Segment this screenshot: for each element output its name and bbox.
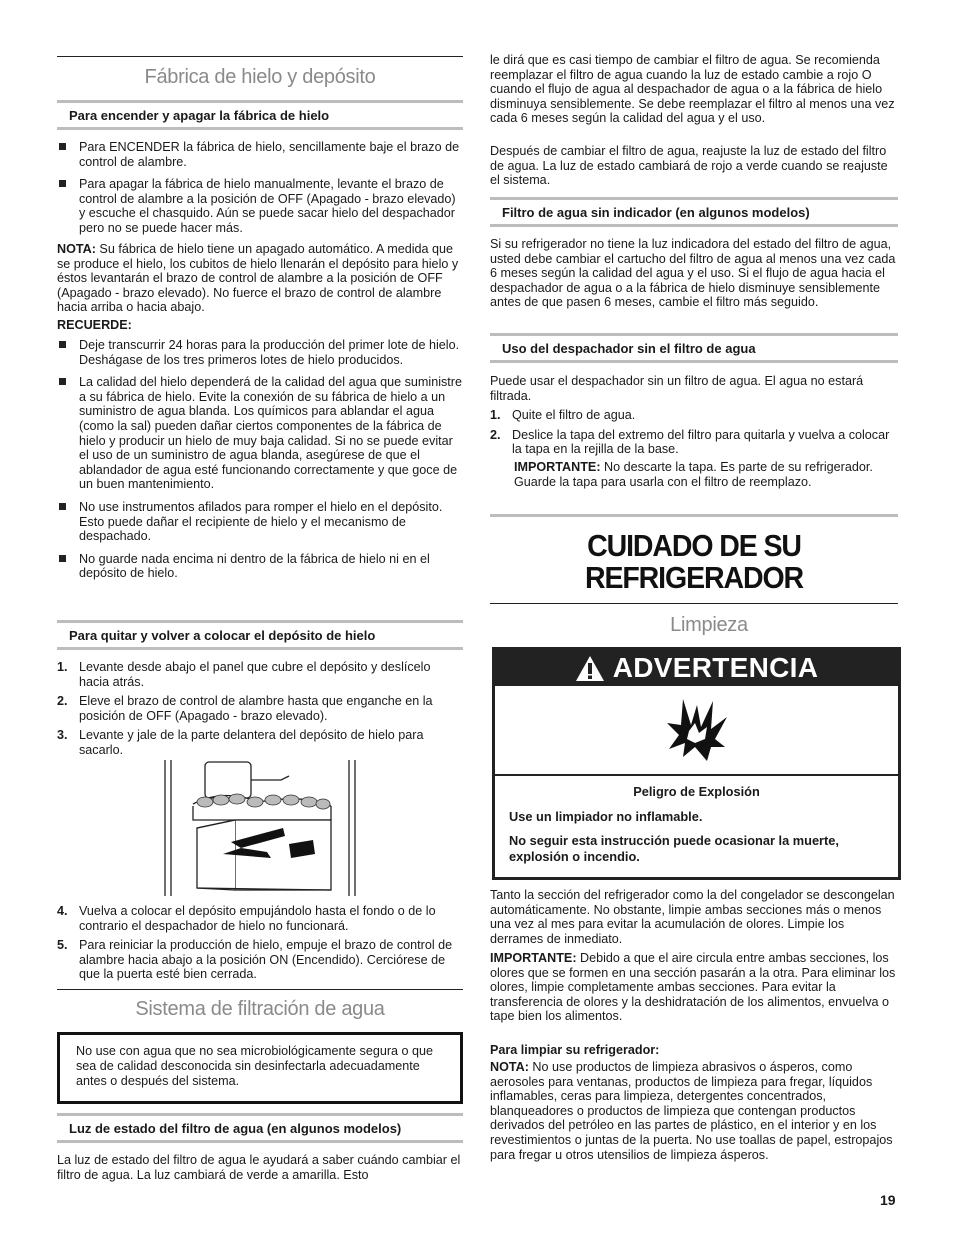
- remove-steps-list: [57, 660, 463, 758]
- list-item: 2. Deslice la tapa del extremo del filtro para quitarla y vuelva a colocar la tapa en la rejilla de la base.: [490, 427, 890, 457]
- importante-label: IMPORTANTE:: [514, 460, 601, 474]
- care-title: [506, 530, 881, 594]
- importante-text: No descarte la tapa. Es parte de su refrigerador. Guarde la tapa para usarla con el filtro de reemplazo.: [514, 460, 873, 489]
- onoff-subheading: Para encender y apagar la fábrica de hielo: [57, 100, 463, 130]
- no-filter-text: Puede usar el despachador sin un filtro de agua. El agua no estará filtrada.: [490, 374, 864, 403]
- list-item: Para ENCENDER la fábrica de hielo, sencillamente baje el brazo de control de alambre.: [57, 140, 463, 169]
- warning-heading: ADVERTENCIA: [612, 652, 819, 683]
- filter-section-title: Sistema de filtración de agua: [135, 998, 385, 1020]
- filter-warning-box: [57, 1032, 463, 1104]
- list-item: Deje transcurrir 24 horas para la producción del primer lote de hielo. Deshágase de los tres primeros lotes de hielo producidos.: [57, 338, 463, 367]
- no-indicator-subheading: Filtro de agua sin indicador (en algunos modelos): [490, 197, 898, 227]
- importante-2-text: Debido a que el aire circula entre ambas secciones, los olores que se formen en una sección pasarán a la otra. Para eliminar los olores, limpie completamente ambas secciones. Para evitar la transferencia de olores y la deshidratación de los alimentos, envuelva o tape bien los alimentos.: [490, 951, 896, 1024]
- importante-2-paragraph: [490, 951, 898, 1024]
- list-item: No use instrumentos afilados para romper el hielo en el depósito. Esto puede dañar el recipiente de hielo y el mecanismo de despachado.: [57, 500, 463, 544]
- care-title-line-2: REFRIGERADOR: [584, 560, 804, 595]
- recuerde-bullet-list: [57, 338, 463, 581]
- warning-hazard-title: Peligro de Explosión: [633, 784, 760, 799]
- list-item: 4. Vuelva a colocar el depósito empujándolo hasta el fondo o de lo contrario el despachador de hielo no funcionará.: [57, 904, 436, 933]
- status-light-subheading: Luz de estado del filtro de agua (en algunos modelos): [57, 1113, 463, 1143]
- list-item: 1. Levante desde abajo el panel que cubre el depósito y deslícelo hacia atrás.: [57, 660, 431, 689]
- list-item: Para apagar la fábrica de hielo manualmente, levante el brazo de control de alambre a la posición de OFF (Apagado - brazo elevado) y escuche el chasquido. Aún se puede sacar hielo del despachador pero no se puede hacer más.: [57, 177, 463, 235]
- warning-header: [495, 650, 898, 686]
- defrost-text: Tanto la sección del refrigerador como la del congelador se descongelan automáticamente. No obstante, limpie ambas secciones más o menos una vez al mes para evitar la acumulación de olores. Limpie los derrames de inmediato.: [490, 888, 895, 946]
- remove-bin-subheading: Para quitar y volver a colocar el depósito de hielo: [57, 620, 463, 650]
- cleaning-title: Limpieza: [670, 614, 748, 636]
- ice-section-title: Fábrica de hielo y depósito: [144, 66, 376, 88]
- nota-2-label: NOTA:: [490, 1060, 529, 1074]
- nota-paragraph: [57, 242, 463, 315]
- onoff-bullet-list: [57, 140, 463, 236]
- list-item: No guarde nada encima ni dentro de la fábrica de hielo ni en el depósito de hielo.: [57, 552, 463, 581]
- nota-2-text: No use productos de limpieza abrasivos o ásperos, como aerosoles para ventanas, productos de limpieza para fregar, líquidos inflamables, ceras para limpieza, detergentes concentrados, blanqueadores o productos de limpieza que contengan productos derivados del petróleo en las partes de plástico, en el interior y en los revestimientos o juntas de la puerta. No use toallas de papel, estropajos para fregar u otros utensilios de limpieza ásperos.: [490, 1060, 893, 1162]
- filter-continued-text: le dirá que es casi tiempo de cambiar el filtro de agua. Se recomienda reemplazar el filtro de agua cuando la luz de estado cambie a rojo O cuando el flujo de agua al despachador de agua o a la fábrica de hielo disminuya sensiblemente. Se debe reemplazar el filtro al menos una vez cada 6 meses según la calidad del agua y el uso.: [490, 53, 895, 126]
- no-indicator-text: Si su refrigerador no tiene la luz indicadora del estado del filtro de agua, usted debe cambiar el cartucho del filtro de agua al menos una vez cada 6 meses según la calidad del agua y el uso. Si el flujo de agua hacia el despachador de agua o a la fábrica de hielo disminuye sensiblemente antes de que pasen 6 meses, cambie el filtro más seguido.: [490, 237, 896, 310]
- care-title-line-1: CUIDADO DE SU: [587, 528, 801, 563]
- list-item: 2. Eleve el brazo de control de alambre hasta que enganche en la posición de OFF (Apagado - brazo elevado).: [57, 694, 433, 723]
- list-item: La calidad del hielo dependerá de la calidad del agua que suministre a su fábrica de hielo. Evite la conexión de su fábrica de hielo a un suministro de agua blanda. Los químicos para ablandar el agua (como la sal) pueden dañar ciertos componentes de la fábrica de hielo y producir un hielo de muy baja calidad. Si no se puede evitar el uso de un suministro de agua blanda, asegúrese de que el ablandador de agua esté funcionando correctamente y que goce de un buen mantenimiento.: [57, 375, 463, 492]
- list-item: 3. Levante y jale de la parte delantera del depósito de hielo para sacarlo.: [57, 728, 424, 757]
- warning-box: [492, 647, 901, 880]
- importante-paragraph: [514, 460, 898, 489]
- page-number: 19: [880, 1192, 896, 1208]
- care-top-rule: [490, 514, 898, 517]
- warning-triangle-icon: [575, 655, 605, 682]
- explosion-icon-panel: [495, 686, 898, 776]
- list-item: 5. Para reiniciar la producción de hielo, empuje el brazo de control de alambre hacia abajo a la posición ON (Encendido). Cerciórese de que la puerta esté bien cerrada.: [57, 938, 453, 982]
- importante-2-label: IMPORTANTE:: [490, 951, 577, 965]
- warning-line-1: Use un limpiador no inflamable.: [509, 808, 703, 824]
- cleaning-rule: [490, 603, 898, 604]
- warning-line-2: No seguir esta instrucción puede ocasionar la muerte, explosión o incendio.: [509, 833, 839, 865]
- warning-body: [495, 776, 898, 865]
- nota-text: Su fábrica de hielo tiene un apagado automático. A medida que se produce el hielo, los cubitos de hielo llenarán el depósito para hielo y éstos levantarán el brazo de control de alambre a la posición de OFF (Apagado - brazo elevado). No fuerce el brazo de control de alambre hacia arriba o hacia abajo.: [57, 242, 459, 315]
- no-filter-steps: [490, 408, 898, 457]
- explosion-icon: [665, 697, 729, 763]
- no-filter-subheading: Uso del despachador sin el filtro de agua: [490, 333, 898, 363]
- ice-bin-illustration: [163, 758, 363, 898]
- nota-label: NOTA:: [57, 242, 96, 256]
- status-light-text: La luz de estado del filtro de agua le ayudará a saber cuándo cambiar el filtro de agua. La luz cambiará de verde a amarilla. Esto: [57, 1153, 461, 1182]
- top-rule: [57, 56, 463, 57]
- section-rule: [57, 989, 463, 990]
- recuerde-label: RECUERDE:: [57, 318, 132, 332]
- filter-reset-text: Después de cambiar el filtro de agua, reajuste la luz de estado del filtro de agua. La luz de estado cambiará de rojo a verde cuando se reajuste el sistema.: [490, 144, 888, 188]
- list-item: 1. Quite el filtro de agua.: [490, 408, 636, 422]
- filter-warning-text: No use con agua que no sea microbiológicamente segura o que sea de calidad desconocida sin desinfectarla adecuadamente antes o después del sistema.: [76, 1044, 434, 1088]
- clean-subheading: Para limpiar su refrigerador:: [490, 1043, 660, 1057]
- replace-steps-list: [57, 904, 463, 982]
- nota-2-paragraph: [490, 1060, 898, 1162]
